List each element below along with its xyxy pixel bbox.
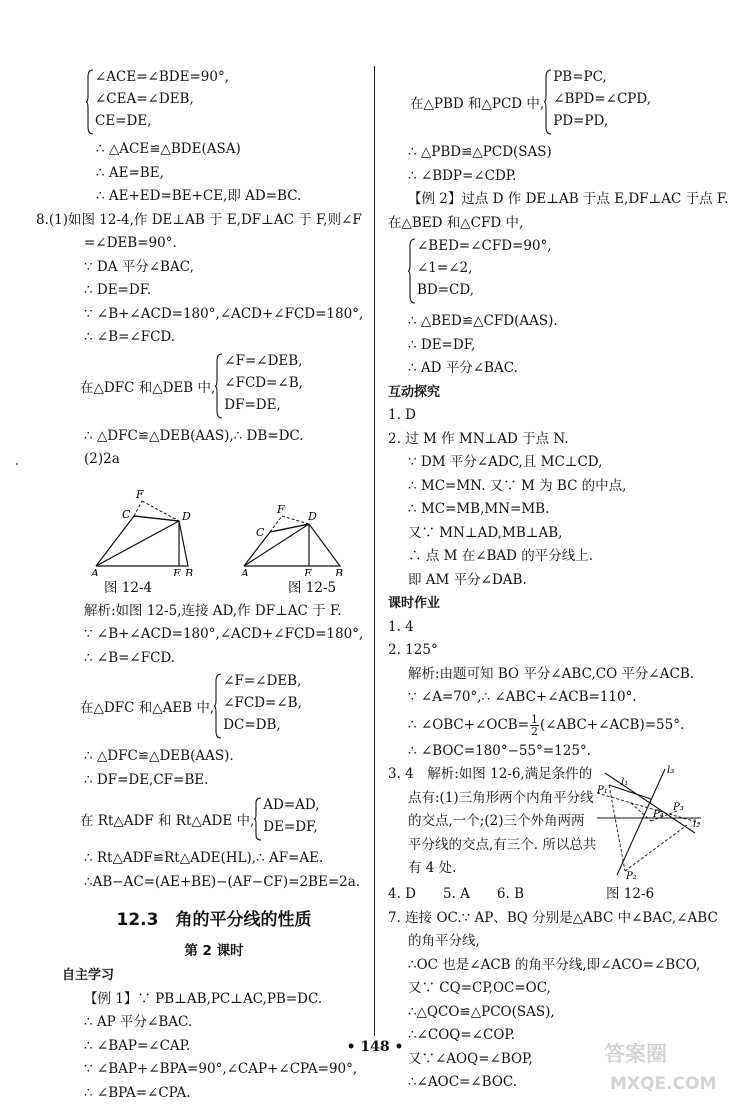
left-column: [64, 66, 364, 1105]
left-brace: [215, 353, 222, 419]
brace-line: CE=DE,: [95, 110, 229, 132]
text-part: ∴ ∠OBC+∠OCB=: [408, 717, 529, 733]
text-line: ∴ MC=MB,MN=MB.: [388, 498, 703, 522]
text-line: 2. 125°: [388, 639, 703, 663]
column-divider: [374, 66, 375, 1036]
label-D: D: [307, 510, 317, 523]
caption-12-6: 图 12-6: [606, 883, 654, 907]
text-line: ∴∠AOC=∠BOC.: [388, 1071, 703, 1095]
text-line: ∴ DE=DF,: [388, 334, 703, 358]
heading-homework: 课时作业: [388, 592, 703, 616]
geometry-figures: [64, 476, 364, 576]
text-line: 1. D: [388, 404, 703, 428]
label-E: E: [172, 567, 181, 576]
brace-line: ∠F=∠DEB,: [223, 670, 302, 692]
text-line: ∴ △DFC≌△DEB(AAS),∴ DB=DC.: [64, 425, 364, 449]
brace-line: ∠F=∠DEB,: [224, 350, 303, 372]
label-l3: l₃: [667, 765, 674, 776]
text-line: ∴ AD 平分∠BAC.: [388, 357, 703, 381]
text-line-fraction: [388, 710, 703, 740]
text-line: ∴AB−AC=(AE+BE)−(AF−CF)=2BE=2a.: [64, 871, 364, 895]
caption-12-5: 图 12-5: [254, 576, 336, 600]
text-line: =∠DEB=90°.: [64, 232, 364, 256]
text-line: 7. 连接 OC.∵ AP、BQ 分别是△ABC 中∠BAC,∠ABC: [388, 907, 703, 931]
brace-prefix: 在 Rt△ADF 和 Rt△ADE 中,: [80, 794, 254, 844]
page-number: • 148 •: [0, 1039, 750, 1055]
text-line: ∴OC 也是∠ACB 的角平分线,即∠ACO=∠BCO,: [388, 954, 703, 978]
text-line: 有 4 处.: [388, 857, 593, 881]
brace-system-3: [80, 670, 364, 742]
watermark-line1: 答案圈: [604, 1042, 667, 1066]
text-line: ∴ AP 平分∠BAC.: [64, 1011, 364, 1035]
label-E: E: [303, 567, 312, 576]
left-brace: [544, 69, 551, 135]
left-brace: [86, 69, 93, 135]
text-line: ∴ ∠BDP=∠CDP.: [388, 165, 703, 189]
text-line: ∴ DE=DF.: [64, 279, 364, 303]
left-brace: [408, 238, 415, 304]
label-D: D: [181, 510, 191, 523]
left-brace: [214, 673, 221, 739]
brace-line: ∠CEA=∠DEB,: [95, 88, 229, 110]
text-line: ∴ ∠B=∠FCD.: [64, 326, 364, 350]
label-P3: P₃: [672, 802, 684, 813]
text-line: ∴ MC=MN. 又∵ M 为 BC 的中点,: [388, 475, 703, 499]
label-F: F: [135, 488, 144, 501]
text-line: ∵ DA 平分∠BAC,: [64, 256, 364, 280]
label-A: A: [90, 567, 99, 576]
figures-12-4-12-5: [64, 476, 364, 576]
label-P1: P₁: [596, 785, 608, 796]
text-line: ∴ △BED≌△CFD(AAS).: [388, 310, 703, 334]
figure-captions: [64, 576, 364, 600]
brace-line: BD=CD,: [417, 279, 552, 301]
heading-self-study: 自主学习: [62, 964, 364, 988]
fraction-half: [530, 714, 539, 737]
text-line: 平分线的交点,有三个. 所以总共: [388, 834, 593, 858]
brace-system-2: [80, 350, 364, 422]
text-line: 【例 2】过点 D 作 DE⊥AB 于点 E,DF⊥AC 于点 F.: [388, 188, 703, 212]
brace-system-4: [80, 794, 364, 844]
q3-block: [388, 763, 703, 883]
text-line: ∴ △ACE≌△BDE(ASA): [64, 138, 364, 162]
text-line: ∵ DM 平分∠ADC,且 MC⊥CD,: [388, 451, 703, 475]
q3-text: [388, 763, 593, 881]
section-subtitle: 第 2 课时: [64, 938, 364, 964]
text-line: ∴ AE+ED=BE+CE,即 AD=BC.: [64, 185, 364, 209]
label-A: A: [240, 567, 249, 576]
text-line: 的角平分线,: [388, 930, 703, 954]
text-line: 解析:如图 12-5,连接 AD,作 DF⊥AC 于 F.: [64, 600, 364, 624]
text-line: ∴ ∠B=∠FCD.: [64, 647, 364, 671]
label-l1: l₁: [621, 777, 628, 788]
text-line: ∵ ∠BAP+∠BPA=90°,∠CAP+∠CPA=90°,: [64, 1058, 364, 1082]
label-C: C: [256, 526, 265, 539]
text-line: ∵ ∠B+∠ACD=180°,∠ACD+∠FCD=180°,: [64, 303, 364, 327]
brace-line: DF=DE,: [224, 394, 303, 416]
text-line: ∴△QCO≌△PCO(SAS),: [388, 1001, 703, 1025]
q4-6-row: [388, 883, 703, 907]
text-line: 又∵∠AOQ=∠BOP,: [388, 1048, 703, 1072]
watermark-logo: [600, 1035, 748, 1097]
brace-prefix: 在△DFC 和△DEB 中,: [80, 350, 215, 422]
text-line: 又∵ MN⊥AD,MB⊥AB,: [388, 522, 703, 546]
heading-interactive: 互动探究: [388, 381, 703, 405]
text-line: ∴ AE=BE,: [64, 162, 364, 186]
brace-system-r2: [408, 235, 703, 307]
text-line: 4. D 5. A 6. B: [388, 883, 606, 907]
brace-system-1: [86, 66, 364, 138]
text-line: ∴ DF=DE,CF=BE.: [64, 769, 364, 793]
scan-speck: [16, 463, 18, 465]
caption-12-4: 图 12-4: [64, 576, 254, 600]
text-line: 在△BED 和△CFD 中,: [388, 212, 703, 236]
text-line: 的交点,一个;(2)三个外角两两: [388, 810, 593, 834]
brace-line: ∠FCD=∠B,: [223, 692, 302, 714]
text-line: ∴ △PBD≌△PCD(SAS): [388, 141, 703, 165]
brace-line: DE=DF,: [263, 816, 319, 838]
brace-line: ∠1=∠2,: [417, 257, 552, 279]
watermark-line2: MXQE.COM: [610, 1074, 716, 1094]
fraction-numerator: 1: [530, 714, 539, 726]
figure-12-6: [595, 763, 705, 881]
brace-line: ∠BPD=∠CPD,: [553, 88, 651, 110]
brace-line: ∠BED=∠CFD=90°,: [417, 235, 552, 257]
text-line: ∴ Rt△ADF≌Rt△ADE(HL),∴ AF=AE.: [64, 847, 364, 871]
label-F: F: [276, 503, 285, 516]
text-line: 解析:由题可知 BO 平分∠ABC,CO 平分∠ACB.: [388, 663, 703, 687]
text-line: 点有:(1)三角形两个内角平分线: [388, 787, 593, 811]
label-P4: P₄: [652, 809, 664, 820]
label-l2: l₂: [693, 819, 700, 830]
text-line: ∴ △DFC≌△DEB(AAS).: [64, 745, 364, 769]
text-line: 3. 4 解析:如图 12-6,满足条件的: [388, 763, 593, 787]
label-B: B: [184, 567, 193, 576]
brace-line: ∠ACE=∠BDE=90°,: [95, 66, 229, 88]
text-line: ∴∠COQ=∠COP.: [388, 1024, 703, 1048]
text-part: (∠ABC+∠ACB)=55°.: [540, 717, 684, 733]
text-line: 2. 过 M 作 MN⊥AD 于点 N.: [388, 428, 703, 452]
text-line: ∴ ∠BPA=∠CPA.: [64, 1082, 364, 1105]
label-C: C: [122, 508, 131, 521]
fraction-denominator: 2: [530, 726, 539, 737]
section-title: 12.3 角的平分线的性质: [64, 902, 364, 938]
text-line: 8.(1)如图 12-4,作 DE⊥AB 于 E,DF⊥AC 于 F,则∠F: [36, 209, 364, 233]
text-line: 又∵ CQ=CP,OC=OC,: [388, 977, 703, 1001]
left-brace: [254, 797, 261, 841]
text-line: ∴ ∠BAP=∠CAP.: [64, 1035, 364, 1059]
right-column: [388, 66, 703, 1095]
text-line: ∴ ∠BOC=180°−55°=125°.: [388, 740, 703, 764]
text-line: 【例 1】∵ PB⊥AB,PC⊥AC,PB=DC.: [64, 988, 364, 1012]
brace-line: AD=AD,: [263, 794, 319, 816]
brace-prefix: 在△PBD 和△PCD 中,: [410, 66, 544, 138]
brace-line: ∠FCD=∠B,: [224, 372, 303, 394]
text-line: 即 AM 平分∠DAB.: [388, 569, 703, 593]
text-line: ∵ ∠A=70°,∴ ∠ABC+∠ACB=110°.: [388, 686, 703, 710]
label-B: B: [334, 567, 343, 576]
text-line: ∴ 点 M 在∠BAD 的平分线上.: [388, 545, 703, 569]
brace-line: DC=DB,: [223, 714, 302, 736]
brace-prefix: 在△DFC 和△AEB 中,: [80, 670, 214, 742]
brace-line: PB=PC,: [553, 66, 651, 88]
brace-system-r1: [410, 66, 703, 138]
label-P2: P₂: [625, 871, 637, 881]
text-line: ∵ ∠B+∠ACD=180°,∠ACD+∠FCD=180°,: [64, 623, 364, 647]
text-line: (2)2a: [64, 448, 364, 472]
text-line: 1. 4: [388, 616, 703, 640]
brace-line: PD=PD,: [553, 110, 651, 132]
